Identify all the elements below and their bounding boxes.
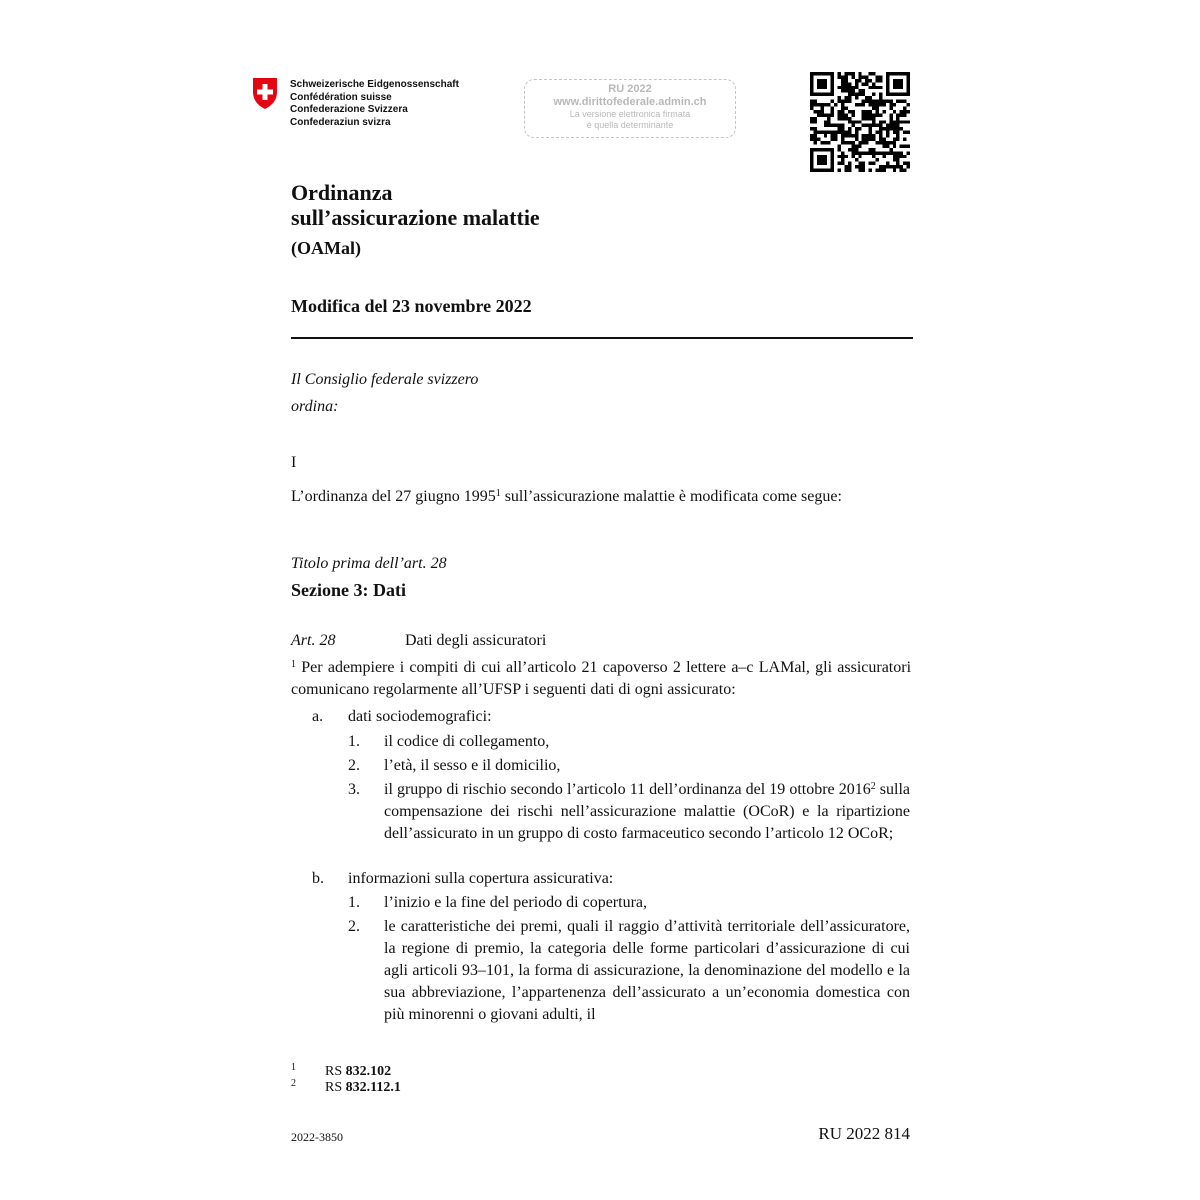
list-a-item-3-text [384,779,910,845]
section-roman-numeral: I [291,454,297,471]
footnote-2-text [325,1079,401,1096]
list-b-item-2-text: le caratteristiche dei premi, quali il raggio d’attività territoriale dell’assicuratore, la regione di premio, la categoria delle forme particolari d’assicurazione di cui agli articoli 93–101, la forma di assicurazione, la denominazione del modello e la sua abbreviazione, l’appartenenza dell’assicurato a un’economia domestica con più minorenni o giovani adulti, il [384,918,910,1023]
section-heading: Sezione 3: Dati [291,580,406,600]
amendment-intro [291,484,911,509]
footnote-1-prefix: RS [325,1064,343,1079]
list-b-item-2-number: 2. [348,918,360,935]
government-name-lines [290,79,459,129]
gov-line-rm: Confederaziun svizra [290,116,391,128]
enacting-authority: Il Consiglio federale svizzero [291,371,479,388]
list-a-item-2-number: 2. [348,757,360,774]
gov-line-fr: Confédération suisse [290,91,392,103]
footnote-2-ref[interactable]: 832.112.1 [345,1080,401,1095]
list-a-item-3-text-after: sulla compensazione dei rischi nell’assicurazione malattie (OCoR) e la ripartizione dell’assicurato in un gruppo di costo farmaceutico secondo l’articolo 12 OCoR; [384,781,911,842]
list-a-item-1-text: il codice di collegamento, [384,733,550,750]
stamp-line-3: La versione elettronica firmata [569,109,691,119]
title-line-2: sull’assicurazione malattie [291,205,540,230]
swiss-coat-of-arms-icon [252,77,278,110]
list-a-item-3-text-before: il gruppo di rischio secondo l’articolo 11 dell’ordinanza del 19 ottobre 2016 [384,781,871,798]
title-before-article: Titolo prima dell’art. 28 [291,555,447,572]
list-a-item-1-number: 1. [348,733,360,750]
title-divider [291,337,913,339]
document-title [291,180,540,230]
gov-line-de: Schweizerische Eidgenossenschaft [290,79,459,90]
document-abbreviation: (OAMal) [291,238,361,258]
list-b-item-1-number: 1. [348,894,360,911]
intro-text-before: L’ordinanza del 27 giugno 1995 [291,488,496,505]
article-title: Dati degli assicuratori [405,632,547,649]
list-text-b: informazioni sulla copertura assicurativa: [348,870,614,887]
electronic-version-stamp [524,79,736,138]
footnote-1-text [325,1063,391,1080]
stamp-line-2: www.dirittofederale.admin.ch [553,96,707,108]
list-text-a: dati sociodemografici: [348,708,492,725]
footnote-1-number: 1 [291,1062,296,1073]
list-a-item-2-text: l’età, il sesso e il domicilio, [384,757,561,774]
paragraph-text: Per adempiere i compiti di cui all’articolo 21 capoverso 2 lettere a–c LAMal, gli assicuratori comunicano regolarmente all’UFSP i seguenti dati di ogni assicurato: [291,659,912,698]
footnote-ref-2[interactable]: 2 [870,781,876,792]
article-number: Art. 28 [291,632,336,649]
footnote-2-number: 2 [291,1078,296,1089]
list-label-b: b. [312,870,324,887]
footnote-1-ref[interactable]: 832.102 [345,1064,392,1079]
list-a-item-3-number: 3. [348,781,360,798]
qr-code-icon[interactable] [810,72,910,172]
title-line-1: Ordinanza [291,180,393,205]
stamp-line-4: è quella determinante [586,120,674,130]
paragraph-number: 1 [291,659,296,670]
list-label-a: a. [312,708,324,725]
article-paragraph-1 [291,657,911,701]
stamp-line-1: RU 2022 [608,83,652,95]
gov-line-it: Confederazione Svizzera [290,104,408,115]
modification-date: Modifica del 23 novembre 2022 [291,296,532,316]
document-code: 2022-3850 [291,1130,343,1144]
ru-reference: RU 2022 814 [818,1124,910,1143]
list-b-item-1-text: l’inizio e la fine del periodo di copertura, [384,894,648,911]
enacting-formula: ordina: [291,398,339,415]
footnote-2-prefix: RS [325,1080,343,1095]
footnote-ref-1[interactable]: 1 [495,488,501,499]
intro-text-after: sull’assicurazione malattie è modificata come segue: [500,488,842,505]
